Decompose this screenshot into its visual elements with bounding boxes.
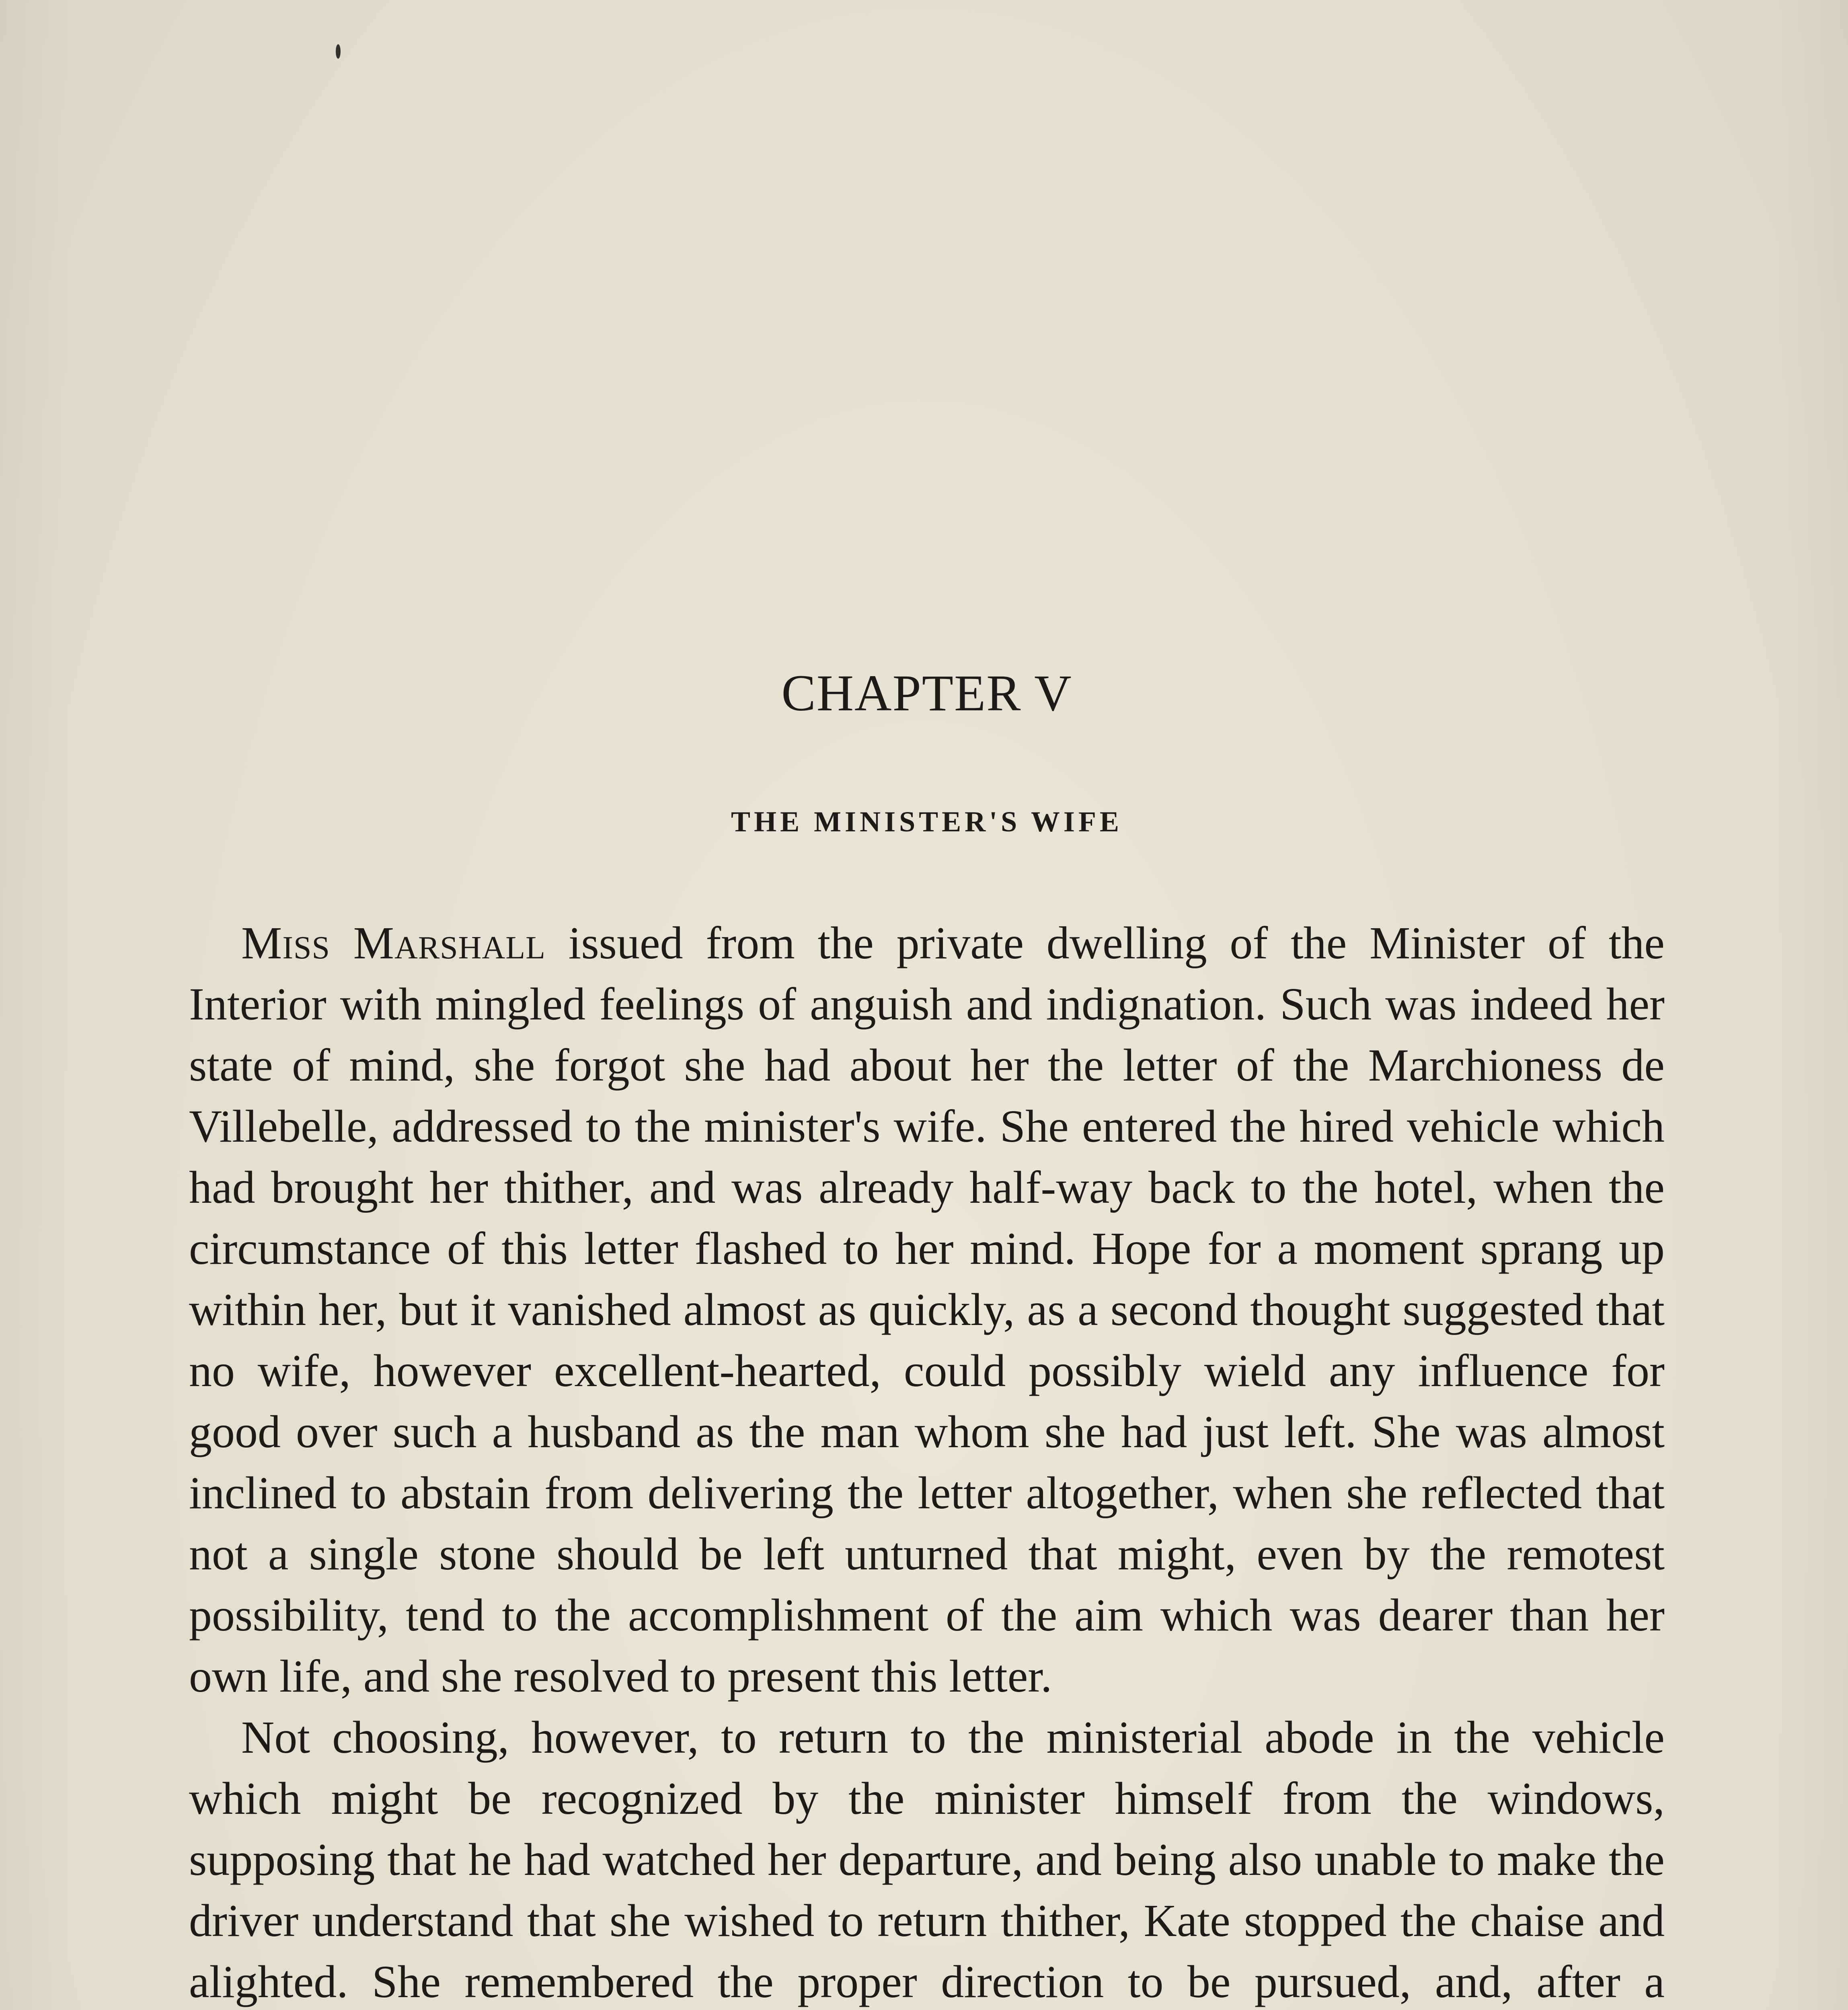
paragraph-1 xyxy=(189,913,1665,1707)
paragraph-1-text: issued from the private dwelling of the Minister of the Interior with mingled feelings of anguish and indignation. Such was indeed her state of mind, she forgot she had about her the letter of the Marchioness de Villebelle, addressed to the minister's wife. She entered the hired vehicle which had brought her thither, and was already half-way back to the hotel, when the circumstance of this letter flashed to her mind. Hope for a moment sprang up within her, but it vanished almost as quickly, as a second thought suggested that no wife, however excellent-hearted, could possibly wield any influence for good over such a husband as the man whom she had just left. She was almost inclined to abstain from delivering the letter altogether, when she reflected that not a single stone should be left unturned that might, even by the remotest possibility, tend to the accomplishment of the aim which was dearer than her own life, and she resolved to present this letter. xyxy=(189,917,1665,1702)
chapter-subtitle: THE MINISTER'S WIFE xyxy=(731,806,1123,838)
paragraph-1-lead: Miss Marshall xyxy=(241,917,546,968)
page-content xyxy=(189,667,1665,2010)
show-through-text xyxy=(189,117,1659,720)
chapter-title: CHAPTER V xyxy=(781,665,1072,722)
paragraph-2: Not choosing, however, to return to the ministerial abode in the vehicle which might be recognized by the minister himself from the windows, supposing that he had watched her departure, and being also unable to make the driver understand that she wished to return thither, Kate stopped the chaise and alighted. She remembered the proper direction to be pursued, and, after a xyxy=(189,1712,1665,2007)
ink-speck xyxy=(336,44,341,59)
